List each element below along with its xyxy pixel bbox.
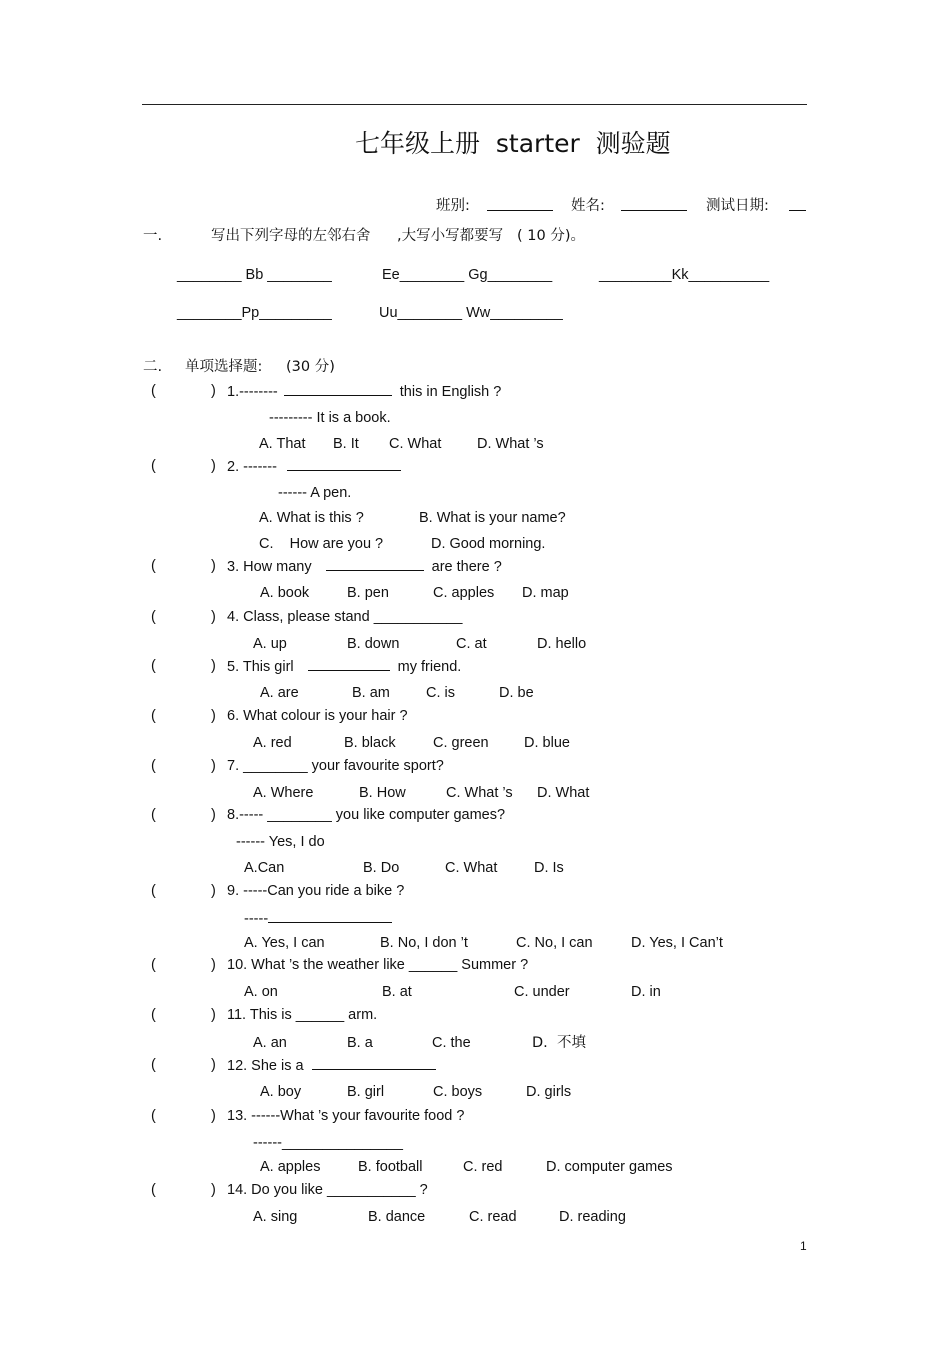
page-number: 1: [800, 1239, 807, 1253]
answer-paren-open: (: [151, 1108, 156, 1124]
q6-option-a[interactable]: A. red: [253, 735, 292, 751]
section1-instruction2: ,大写小写都要写: [397, 228, 504, 244]
question-2-reply: ------ A pen.: [278, 485, 352, 501]
q8-option-d[interactable]: D. Is: [534, 860, 564, 876]
answer-paren-close: ): [211, 1182, 216, 1198]
answer-paren-open: (: [151, 807, 156, 823]
answer-paren-open: (: [151, 883, 156, 899]
q11-option-a[interactable]: A. an: [253, 1035, 287, 1051]
answer-paren-close: ): [211, 1057, 216, 1073]
answer-paren-close: ): [211, 609, 216, 625]
answer-paren-close: ): [211, 458, 216, 474]
q4-option-a[interactable]: A. up: [253, 636, 287, 652]
answer-paren-open: (: [151, 1057, 156, 1073]
question-11-stem: 11. This is ______ arm.: [227, 1007, 378, 1023]
question-9-blank[interactable]: [268, 909, 392, 923]
question-5-stem-pre: 5. This girl: [227, 659, 294, 675]
answer-paren-open: (: [151, 708, 156, 724]
question-14-stem: 14. Do you like ___________ ?: [227, 1182, 428, 1198]
letter-row2-a: ________Pp_________: [177, 305, 332, 321]
q1-option-b[interactable]: B. It: [333, 436, 359, 452]
q7-option-d[interactable]: D. What: [537, 785, 590, 801]
answer-paren-close: ): [211, 957, 216, 973]
answer-paren-close: ): [211, 658, 216, 674]
q9-option-a[interactable]: A. Yes, I can: [244, 935, 325, 951]
q2-option-a[interactable]: A. What is this ?: [259, 510, 364, 526]
question-3-blank[interactable]: [326, 557, 424, 571]
section2-number: 二.: [143, 359, 163, 375]
answer-paren-close: ): [211, 1007, 216, 1023]
q3-option-c[interactable]: C. apples: [433, 585, 495, 601]
q13-option-a[interactable]: A. apples: [260, 1159, 321, 1175]
question-12-stem-text: 12. She is a: [227, 1058, 304, 1074]
answer-paren-open: (: [151, 758, 156, 774]
q13-option-c[interactable]: C. red: [463, 1159, 503, 1175]
q6-option-c[interactable]: C. green: [433, 735, 489, 751]
class-label: 班别:: [436, 198, 470, 214]
question-9-stem: 9. -----Can you ride a bike ?: [227, 883, 405, 899]
q11-option-c[interactable]: C. the: [432, 1035, 471, 1051]
question-13-reply: ------_______________: [253, 1135, 403, 1151]
question-12-blank[interactable]: [312, 1056, 436, 1070]
q2-option-c[interactable]: C. How are you ?: [259, 536, 384, 552]
header-rule: [142, 104, 807, 105]
question-2-stem-pre: 2. -------: [227, 459, 277, 475]
q5-option-a[interactable]: A. are: [260, 685, 299, 701]
name-blank[interactable]: [621, 197, 687, 216]
q9-option-c[interactable]: C. No, I can: [516, 935, 593, 951]
q13-option-d[interactable]: D. computer games: [546, 1159, 673, 1175]
letter-row1-a: ________ Bb ________: [177, 267, 332, 283]
q8-option-b[interactable]: B. Do: [363, 860, 400, 876]
q14-option-a[interactable]: A. sing: [253, 1209, 298, 1225]
q7-option-a[interactable]: A. Where: [253, 785, 314, 801]
question-1-stem-post: this in English ?: [399, 384, 502, 400]
letter-row1-c: _________Kk__________: [599, 267, 770, 283]
answer-paren-close: ): [211, 708, 216, 724]
date-label: 测试日期:: [706, 198, 769, 214]
section2-points: (30 分): [286, 359, 335, 375]
q6-option-b[interactable]: B. black: [344, 735, 396, 751]
answer-paren-open: (: [151, 383, 156, 399]
q5-option-d[interactable]: D. be: [499, 685, 534, 701]
question-12-stem: [227, 1056, 436, 1075]
q10-option-b[interactable]: B. at: [382, 984, 412, 1000]
answer-paren-open: (: [151, 609, 156, 625]
q4-option-d[interactable]: D. hello: [537, 636, 587, 652]
q13-option-b[interactable]: B. football: [358, 1159, 423, 1175]
answer-paren-close: ): [211, 1108, 216, 1124]
q4-option-b[interactable]: B. down: [347, 636, 400, 652]
question-1-stem-pre: 1.--------: [227, 384, 278, 400]
question-2-stem: [227, 457, 401, 476]
q8-option-a[interactable]: A.Can: [244, 860, 285, 876]
answer-paren-open: (: [151, 658, 156, 674]
q12-option-b[interactable]: B. girl: [347, 1084, 385, 1100]
answer-paren-close: ): [211, 807, 216, 823]
question-5-blank[interactable]: [308, 657, 390, 671]
section1-points: ( 10 分)。: [517, 228, 585, 244]
q7-option-b[interactable]: B. How: [359, 785, 406, 801]
question-5-stem-post: my friend.: [397, 659, 462, 675]
q9-option-d[interactable]: D. Yes, I Can’t: [631, 935, 723, 951]
letter-row2-b: Uu________ Ww_________: [379, 305, 563, 321]
answer-paren-open: (: [151, 1007, 156, 1023]
q3-option-d[interactable]: D. map: [522, 585, 569, 601]
question-3-stem-pre: 3. How many: [227, 559, 312, 575]
answer-paren-open: (: [151, 558, 156, 574]
q14-option-b[interactable]: B. dance: [368, 1209, 426, 1225]
q4-option-c[interactable]: C. at: [456, 636, 487, 652]
q11-option-b[interactable]: B. a: [347, 1035, 373, 1051]
question-4-stem: 4. Class, please stand ___________: [227, 609, 463, 625]
q2-option-b[interactable]: B. What is your name?: [419, 510, 566, 526]
q5-option-b[interactable]: B. am: [352, 685, 390, 701]
question-8-reply: ------ Yes, I do: [236, 834, 325, 850]
q6-option-d[interactable]: D. blue: [524, 735, 570, 751]
question-2-blank[interactable]: [287, 457, 401, 471]
answer-paren-open: (: [151, 458, 156, 474]
question-1-reply: --------- It is a book.: [269, 410, 391, 426]
q1-option-c[interactable]: C. What: [389, 436, 442, 452]
question-5-stem: [227, 657, 461, 676]
q10-option-a[interactable]: A. on: [244, 984, 278, 1000]
question-6-stem: 6. What colour is your hair ?: [227, 708, 408, 724]
question-13-stem: 13. ------What ’s your favourite food ?: [227, 1108, 465, 1124]
q2-option-d[interactable]: D. Good morning.: [431, 536, 546, 552]
page-title: 七年级上册 starter 测验题: [355, 129, 671, 158]
q12-option-c[interactable]: C. boys: [433, 1084, 483, 1100]
answer-paren-open: (: [151, 957, 156, 973]
q3-option-a[interactable]: A. book: [260, 585, 310, 601]
q12-option-a[interactable]: A. boy: [260, 1084, 302, 1100]
q10-option-c[interactable]: C. under: [514, 984, 570, 1000]
question-3-stem: [227, 557, 502, 576]
question-9-reply: [244, 909, 392, 928]
q7-option-c[interactable]: C. What ’s: [446, 785, 513, 801]
q1-option-a[interactable]: A. That: [259, 436, 306, 452]
q9-option-b[interactable]: B. No, I don ’t: [380, 935, 468, 951]
question-7-stem: 7. ________ your favourite sport?: [227, 758, 444, 774]
name-label: 姓名:: [571, 198, 605, 214]
answer-paren-close: ): [211, 883, 216, 899]
question-10-stem: 10. What ’s the weather like ______ Summer ?: [227, 957, 529, 973]
answer-paren-close: ): [211, 558, 216, 574]
section2-title: 单项选择题:: [185, 359, 263, 375]
question-1-stem: [227, 382, 501, 401]
q1-option-d[interactable]: D. What ’s: [477, 436, 544, 452]
answer-paren-close: ): [211, 758, 216, 774]
q12-option-d[interactable]: D. girls: [526, 1084, 572, 1100]
question-3-stem-post: are there ?: [431, 559, 502, 575]
q5-option-c[interactable]: C. is: [426, 685, 455, 701]
q11-option-d[interactable]: D. 不填: [532, 1035, 586, 1051]
answer-paren-close: ): [211, 383, 216, 399]
date-blank[interactable]: [789, 197, 806, 216]
answer-paren-open: (: [151, 1182, 156, 1198]
class-blank[interactable]: [487, 197, 553, 216]
q3-option-b[interactable]: B. pen: [347, 585, 389, 601]
letter-row1-b: Ee________ Gg________: [382, 267, 553, 283]
q14-option-d[interactable]: D. reading: [559, 1209, 626, 1225]
section1-number: 一.: [143, 228, 163, 244]
question-9-reply-text: -----: [244, 911, 269, 927]
question-8-stem: 8.----- ________ you like computer games?: [227, 807, 506, 823]
section1-instruction: 写出下列字母的左邻右舍: [211, 228, 371, 244]
question-1-blank[interactable]: [284, 382, 392, 396]
q10-option-d[interactable]: D. in: [631, 984, 661, 1000]
q14-option-c[interactable]: C. read: [469, 1209, 517, 1225]
q8-option-c[interactable]: C. What: [445, 860, 498, 876]
